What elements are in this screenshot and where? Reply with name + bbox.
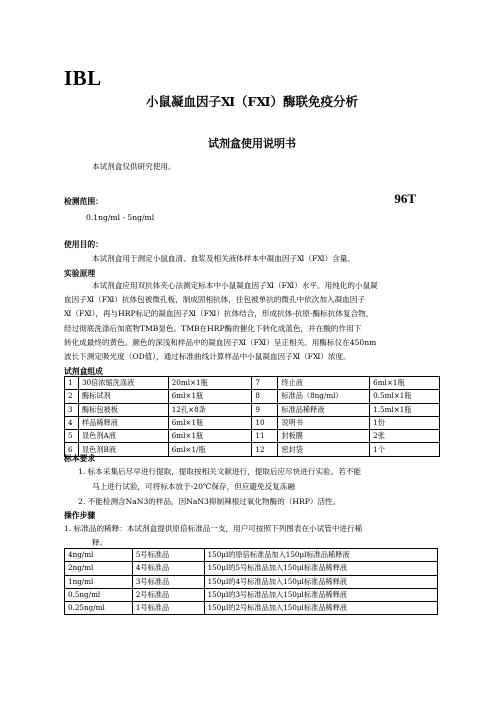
dilution-table-row — [65, 588, 438, 601]
concentration-cell: 2ng/ml — [65, 562, 133, 575]
dilution-table-row — [65, 575, 438, 588]
concentration-cell: 1ng/ml — [65, 575, 133, 588]
dilution-table-row — [65, 562, 438, 575]
dilution-table — [64, 548, 438, 615]
research-use-note: 本试剂盒仅供研究使用。 — [92, 162, 176, 171]
item-name: 30倍浓缩洗涤液 — [78, 377, 168, 390]
kit-table-row — [65, 390, 440, 403]
dilution-method-cell: 150μl的4号标准品加入150μl标准品稀释液 — [204, 575, 437, 588]
dilution-table-row — [65, 549, 438, 562]
concentration-cell: 0.25ng/ml — [65, 602, 133, 615]
concentration-cell: 4ng/ml — [65, 549, 133, 562]
item-number: 3 — [65, 403, 79, 416]
item-number: 8 — [252, 390, 278, 403]
dilution-method-cell: 150μl的3号标准品加入150μl标准品稀释液 — [204, 588, 437, 601]
item-quantity: 2张 — [370, 430, 440, 443]
item-quantity: 1份 — [370, 416, 440, 429]
principle-line: Ⅺ（FⅪ），再与HRP标记的凝血因子Ⅺ（FⅪ）抗体结合，形成抗体-抗原-酶标抗体复合物， — [64, 309, 374, 319]
standard-name-cell: 1号标准品 — [132, 602, 204, 615]
steps-heading: 操作步骤 — [64, 511, 96, 520]
item-number: 5 — [65, 430, 79, 443]
sample-item-1: 1. 标本采集后尽早进行提取，提取按相关文献进行，提取后应尽快进行实验。若不能 — [78, 467, 362, 476]
concentration-cell: 0.5ng/ml — [65, 588, 133, 601]
item-number: 11 — [252, 430, 278, 443]
principle-line: 经过彻底洗涤后加底物TMB显色。TMB在HRP酶的催化下转化成蓝色，并在酸的作用下 — [64, 323, 362, 333]
kit-size: 96T — [394, 191, 416, 206]
dilution-method-cell: 150μl的5号标准品加入150μl标准品稀释液 — [204, 562, 437, 575]
principle-line: 本试剂盒应用双抗体夹心法测定标本中小鼠凝血因子Ⅺ（FⅪ）水平。用纯化的小鼠凝 — [92, 281, 378, 290]
item-number: 10 — [252, 416, 278, 429]
standard-name-cell: 4号标准品 — [132, 562, 204, 575]
item-quantity: 1.5ml×1瓶 — [370, 403, 440, 416]
item-name: 标准品稀释液 — [278, 403, 370, 416]
standard-name-cell: 5号标准品 — [132, 549, 204, 562]
item-name: 酶标包被板 — [78, 403, 168, 416]
item-number: 1 — [65, 377, 79, 390]
item-name: 密封袋 — [278, 443, 370, 456]
steps-item-1: 1. 标准品的稀释：本试剂盒提供原倍标准品一支，用户可按照下列图表在小试管中进行稀 — [64, 524, 363, 533]
item-number: 9 — [252, 403, 278, 416]
item-number: 4 — [65, 416, 79, 429]
document-subtitle: 试剂盒使用说明书 — [208, 137, 296, 150]
item-name: 样品稀释液 — [78, 416, 168, 429]
item-quantity: 6ml×1瓶 — [168, 430, 252, 443]
item-name: 说明书 — [278, 416, 370, 429]
sample-item-2: 2. 不能检测含NaN3的样品，因NaN3抑制辣根过氧化物酶的（HRP）活性。 — [78, 497, 341, 506]
logo: IBL — [64, 66, 102, 90]
standard-name-cell: 2号标准品 — [132, 588, 204, 601]
document-title: 小鼠凝血因子Ⅺ（FⅪ）酶联免疫分析 — [145, 94, 359, 109]
kit-table-row — [65, 377, 440, 390]
principle-text — [64, 279, 444, 364]
kit-heading: 试剂盒组成 — [64, 367, 103, 376]
kit-table-row — [65, 403, 440, 416]
item-quantity: 12孔×8条 — [168, 403, 252, 416]
item-quantity: 1个 — [370, 443, 440, 456]
dilution-method-cell: 150μl的2号标准品加入150μl标准品稀释液 — [204, 602, 437, 615]
purpose-heading: 使用目的： — [64, 240, 103, 249]
principle-heading: 实验原理 — [64, 269, 96, 278]
purpose-text: 本试剂盒用于测定小鼠血清、血浆及相关液体样本中凝血因子Ⅺ（FⅪ）含量。 — [92, 254, 355, 263]
item-quantity: 6ml×1/瓶 — [168, 443, 252, 456]
item-name: 显色剂A液 — [78, 430, 168, 443]
item-quantity: 6ml×1瓶 — [168, 416, 252, 429]
dilution-method-cell: 150μl的原倍标准品加入150μl标准品稀释液 — [204, 549, 437, 562]
item-number: 7 — [252, 377, 278, 390]
sample-item-1-continued: 马上进行试验，可将标本放于-20℃保存，但应避免反复冻融 — [92, 482, 295, 491]
item-name: 封板膜 — [278, 430, 370, 443]
kit-components-table — [64, 376, 440, 457]
range-heading: 检测范围： — [64, 197, 103, 206]
item-name: 显色剂B液 — [78, 443, 168, 456]
principle-line: 血因子Ⅺ（FⅪ）抗体包被微孔板，制成固相抗体，往包被单抗的微孔中依次加入凝血因子 — [64, 295, 365, 305]
range-value: 0.1ng/ml - 5ng/ml — [86, 213, 155, 222]
steps-item-1-continued: 释。 — [92, 538, 108, 547]
kit-table-row — [65, 430, 440, 443]
item-quantity: 0.5ml×1瓶 — [370, 390, 440, 403]
sample-heading: 标本要求 — [64, 454, 96, 463]
kit-table-row — [65, 416, 440, 429]
item-number: 2 — [65, 390, 79, 403]
dilution-table-row — [65, 602, 438, 615]
item-number: 12 — [252, 443, 278, 456]
principle-line: 转化成最终的黄色。颜色的深浅和样品中的凝血因子Ⅺ（FⅪ）呈正相关。用酶标仪在450nm — [64, 337, 377, 347]
item-quantity: 6ml×1瓶 — [168, 390, 252, 403]
principle-line: 波长下测定吸光度（OD值），通过标准曲线计算样品中小鼠凝血因子Ⅺ（FⅪ）浓度。 — [64, 352, 351, 362]
item-name: 终止液 — [278, 377, 370, 390]
standard-name-cell: 3号标准品 — [132, 575, 204, 588]
item-quantity: 6ml×1瓶 — [370, 377, 440, 390]
kit-table-row — [65, 443, 440, 456]
item-name: 酶标试剂 — [78, 390, 168, 403]
item-quantity: 20ml×1瓶 — [168, 377, 252, 390]
item-name: 标准品（8ng/ml） — [278, 390, 370, 403]
item-number: 6 — [65, 443, 79, 456]
